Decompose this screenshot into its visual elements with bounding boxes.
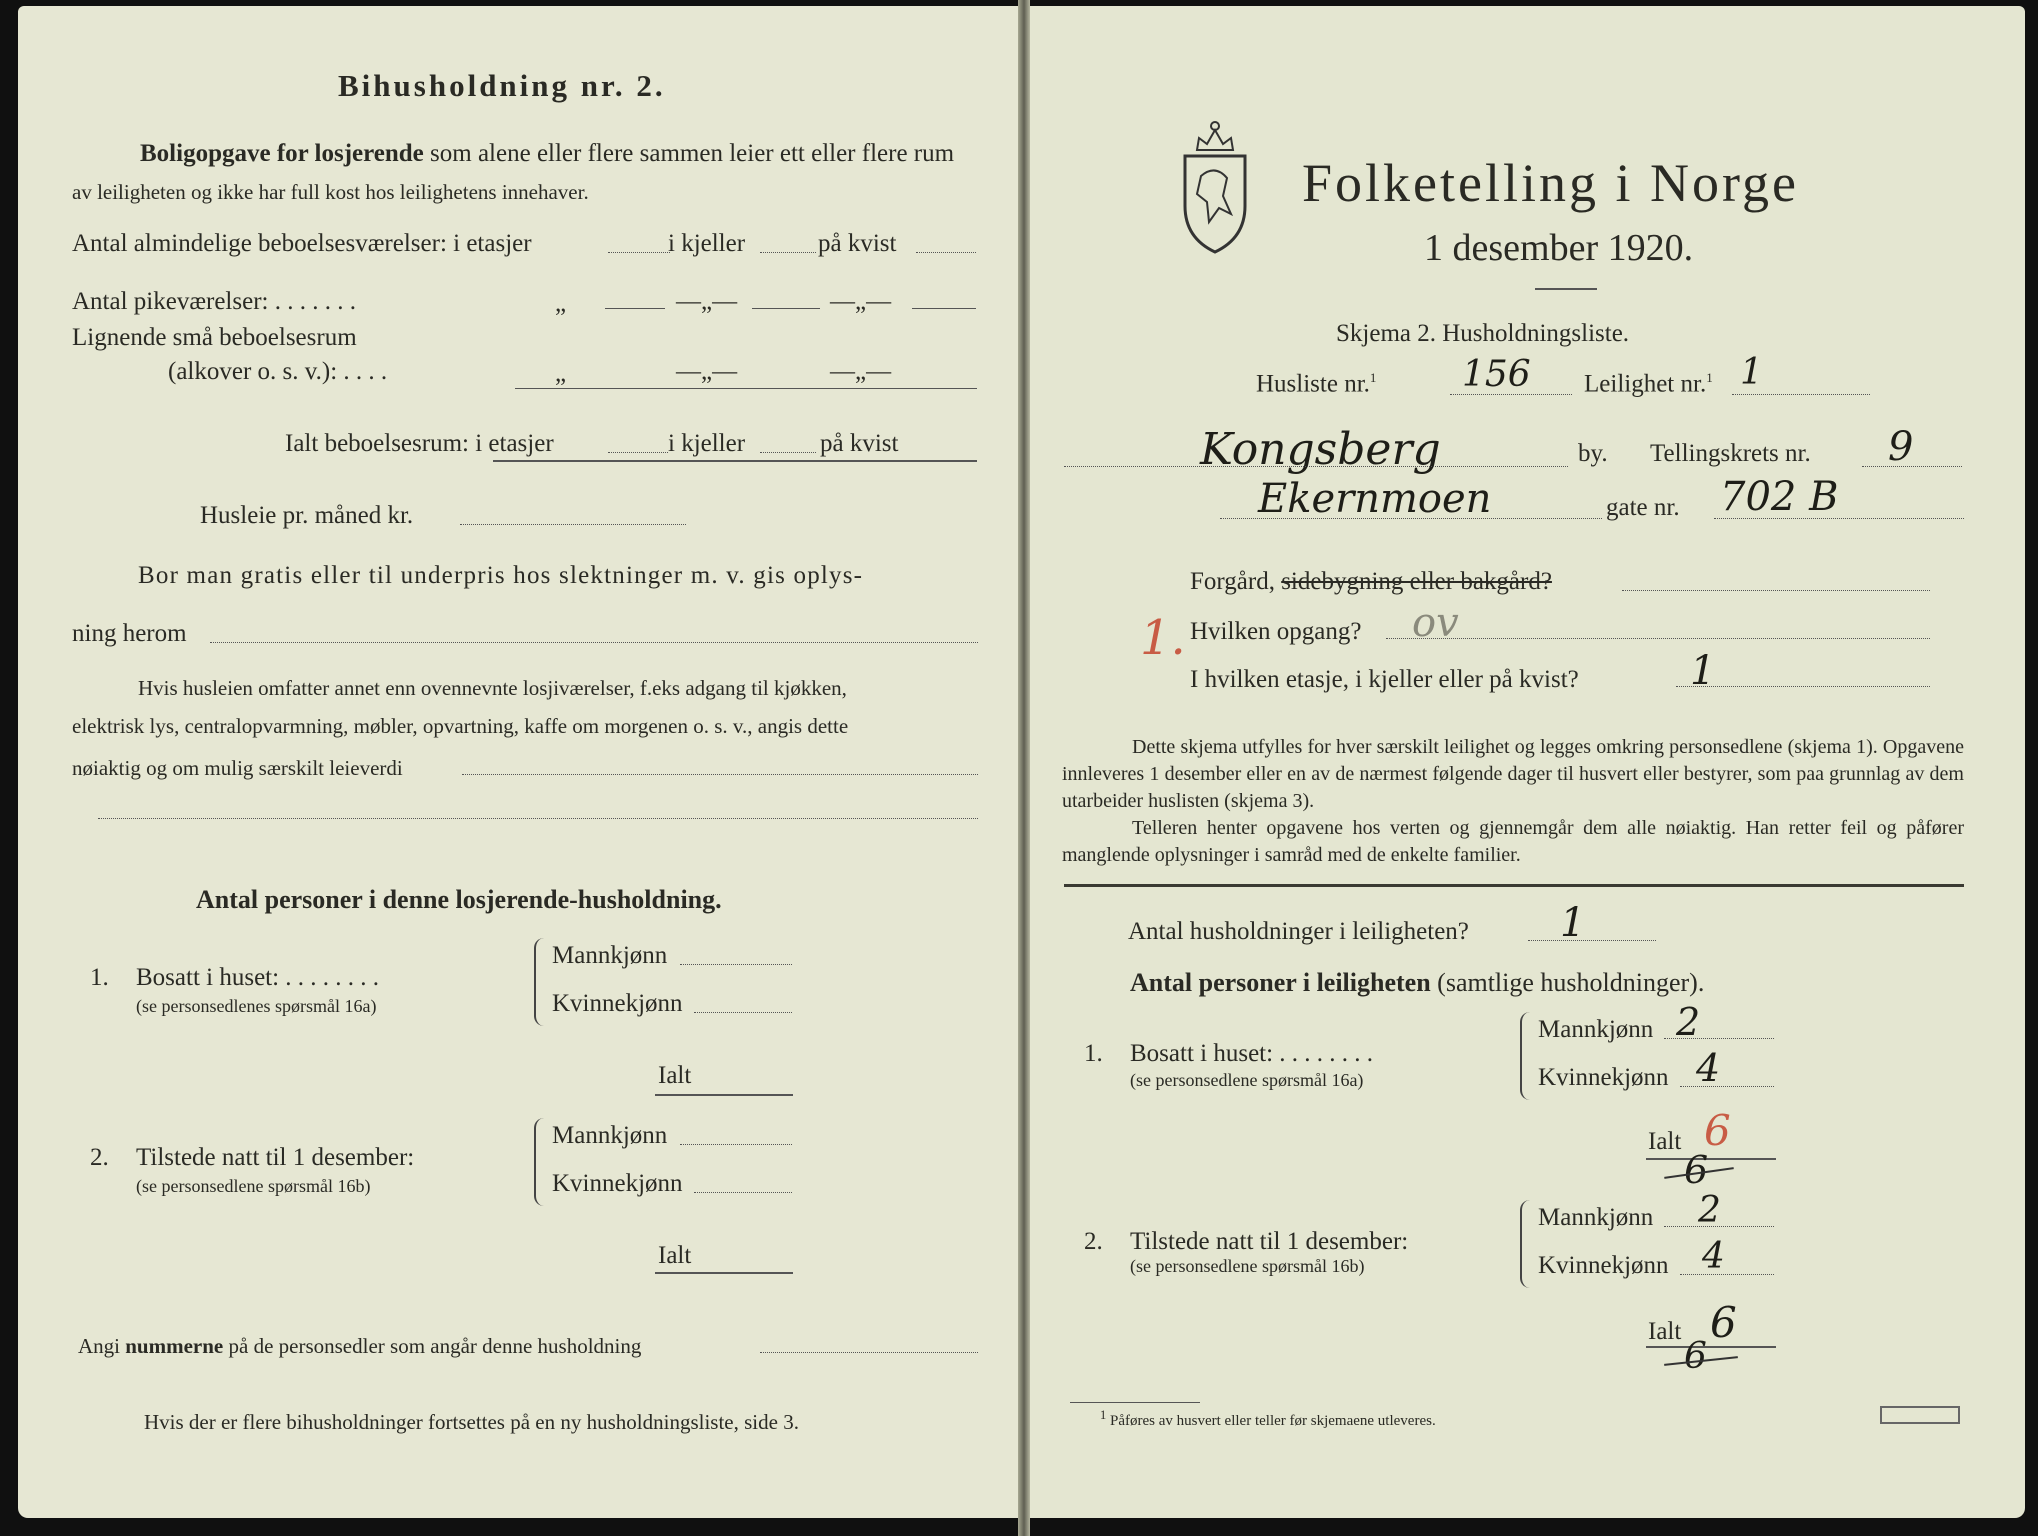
- pike-blank-1: [605, 308, 665, 309]
- right-q1-bracket: [1520, 1012, 1530, 1100]
- leilighet-label: [1584, 370, 1713, 398]
- total-rooms-label: Ialt beboelsesrum: i etasjer: [285, 430, 554, 457]
- pike-blank-3: [912, 308, 976, 309]
- incl-line-2: elektrisk lys, centralopvarmning, møbler, opvartning, kaffe om morgenen o. s. v., angis dette: [72, 714, 849, 738]
- left-q1-female: Kvinnekjønn: [552, 990, 683, 1017]
- title-rule: [1535, 288, 1597, 290]
- pike-ditto-quote: „: [555, 290, 567, 317]
- footnote-rule: [1070, 1402, 1200, 1403]
- right-q1-total-underline: [1646, 1158, 1776, 1160]
- coat-of-arms-icon: [1175, 110, 1255, 260]
- left-q2-total: Ialt: [658, 1242, 692, 1269]
- intro-bold: Boligopgave for losjerende: [140, 140, 424, 167]
- numbers-line: [78, 1334, 641, 1359]
- right-q1-total: Ialt: [1648, 1128, 1682, 1155]
- schema-label: Skjema 2. Husholdningsliste.: [1336, 320, 1630, 347]
- left-persons-heading: Antal personer i denne losjerende-husholdning.: [196, 885, 722, 914]
- opgang-blank: [1386, 638, 1930, 639]
- husliste-label-text: Husliste nr.: [1256, 370, 1370, 398]
- left-q2-sub: (se personsedlene spørsmål 16b): [136, 1176, 371, 1196]
- intro-line-2: av leiligheten og ikke har full kost hos leilighetens innehaver.: [72, 180, 589, 204]
- right-q2-sub: (se personsedlene spørsmål 16b): [1130, 1256, 1365, 1276]
- rent-label: Husleie pr. måned kr.: [200, 502, 414, 529]
- pike-ditto-1: —„—: [676, 288, 738, 315]
- pike-label: Antal pikeværelser: . . . . . . .: [72, 288, 356, 315]
- pike-ditto-2: —„—: [830, 288, 892, 315]
- form-title: Folketelling i Norge: [1302, 153, 1799, 213]
- intro-line-1: [140, 140, 954, 168]
- persons-bold: Antal personer i leiligheten: [1130, 968, 1431, 997]
- numbers-rest: på de personsedler som angår denne husholdning: [228, 1334, 642, 1358]
- incl-line-1: Hvis husleien omfatter annet enn ovennevnte losjiværelser, f.eks adgang til kjøkken,: [138, 676, 847, 700]
- incl-blank-2: [98, 818, 978, 819]
- left-q1-male: Mannkjønn: [552, 942, 668, 969]
- incl-blank-1: [462, 774, 978, 775]
- right-q2-total: Ialt: [1648, 1318, 1682, 1345]
- right-q1-total-corrected: 6: [1684, 1148, 1709, 1192]
- city-value: Kongsberg: [1200, 424, 1441, 475]
- small-ditto-1: —„—: [676, 358, 738, 385]
- households-blank: [1528, 940, 1656, 941]
- krets-label: Tellingskrets nr.: [1650, 440, 1811, 467]
- total-kjeller-blank: [760, 452, 816, 453]
- street-value: Ekernmoen: [1258, 476, 1492, 522]
- opgang-label: Hvilken opgang?: [1190, 618, 1362, 645]
- left-heading: Bihusholdning nr. 2.: [338, 68, 666, 103]
- left-q2-female: Kvinnekjønn: [552, 1170, 683, 1197]
- footnote-text: Påføres av husvert eller teller før skjemaene utleveres.: [1110, 1413, 1436, 1429]
- leilighet-blank: [1732, 394, 1870, 395]
- free-label-2: ning herom: [72, 620, 187, 647]
- right-q2-male: Mannkjønn: [1538, 1204, 1654, 1231]
- instructions-rule: [1064, 884, 1964, 887]
- city-blank: [1064, 466, 1568, 467]
- right-q2-male-blank: [1664, 1226, 1774, 1227]
- gate-label: gate nr.: [1606, 494, 1680, 521]
- right-q1-total-value: 6: [1704, 1106, 1731, 1155]
- forgard-label: Forgård,: [1190, 568, 1275, 595]
- numbers-blank: [760, 1352, 978, 1353]
- numbers-bold: nummerne: [125, 1334, 224, 1358]
- right-q2-num: 2.: [1084, 1228, 1103, 1255]
- etasje-value: 1: [1690, 648, 1716, 694]
- small-rooms-label-1: Lignende små beboelsesrum: [72, 324, 357, 351]
- city-label: by.: [1578, 440, 1608, 467]
- right-q2-bracket: [1520, 1200, 1530, 1288]
- husliste-footnote-mark: 1: [1369, 370, 1377, 385]
- small-rooms-underline: [515, 388, 977, 389]
- rooms-kvist-blank: [916, 252, 976, 253]
- forgard-struck: sidebygning eller bakgård?: [1281, 568, 1552, 595]
- small-ditto-quote: „: [555, 360, 567, 387]
- leilighet-label-text: Leilighet nr.: [1584, 370, 1707, 398]
- right-q2-label: Tilstede natt til 1 desember:: [1130, 1228, 1409, 1255]
- incl-line-3: nøiaktig og om mulig særskilt leieverdi: [72, 756, 403, 780]
- krets-blank: [1862, 466, 1962, 467]
- left-q2-male-blank: [680, 1144, 792, 1145]
- total-kvist-label: på kvist: [820, 430, 899, 457]
- page-fold: [1018, 0, 1030, 1536]
- right-q1-female: Kvinnekjønn: [1538, 1064, 1669, 1091]
- persons-line: [1130, 968, 1704, 998]
- left-q2-label: Tilstede natt til 1 desember:: [136, 1144, 415, 1171]
- right-q1-female-blank: [1680, 1086, 1774, 1087]
- total-etasjer-blank: [608, 452, 668, 453]
- leilighet-value: 1: [1740, 352, 1763, 393]
- printer-stamp-icon: [1880, 1406, 1960, 1424]
- left-q1-num: 1.: [90, 964, 109, 991]
- right-q1-label: Bosatt i huset: . . . . . . . .: [1130, 1040, 1374, 1067]
- intro-rest-1: som alene eller flere sammen leier ett eller flere rum: [430, 140, 955, 167]
- right-q1-num: 1.: [1084, 1040, 1103, 1067]
- pike-blank-2: [752, 308, 820, 309]
- free-label-1: Bor man gratis eller til underpris hos slektninger m. v. gis oplys-: [138, 562, 864, 589]
- right-q2-female-value: 4: [1702, 1236, 1725, 1277]
- households-value: 1: [1560, 900, 1586, 946]
- left-q2-total-underline: [655, 1272, 793, 1274]
- right-q2-male-value: 2: [1698, 1190, 1721, 1231]
- rooms-kvist-label: på kvist: [818, 230, 897, 257]
- right-q2-female-blank: [1680, 1274, 1774, 1275]
- left-q2-female-blank: [694, 1192, 792, 1193]
- small-ditto-2: —„—: [830, 358, 892, 385]
- right-q2-total-value: 6: [1710, 1298, 1737, 1347]
- right-q2-total-underline: [1646, 1346, 1776, 1348]
- etasje-blank: [1676, 686, 1930, 687]
- right-q1-female-value: 4: [1696, 1046, 1721, 1090]
- gate-value: 702 B: [1720, 474, 1839, 520]
- total-kjeller-label: i kjeller: [668, 430, 746, 457]
- households-label: Antal husholdninger i leiligheten?: [1128, 918, 1469, 945]
- husliste-label: [1256, 370, 1376, 398]
- form-date: 1 desember 1920.: [1424, 227, 1694, 269]
- left-q1-male-blank: [680, 964, 792, 965]
- left-q1-bracket: [534, 938, 544, 1026]
- numbers-prefix: Angi: [78, 1334, 120, 1358]
- free-blank: [210, 642, 978, 643]
- right-q1-male: Mannkjønn: [1538, 1016, 1654, 1043]
- rooms-kjeller-blank: [760, 252, 816, 253]
- left-q2-male: Mannkjønn: [552, 1122, 668, 1149]
- footnote-number: 1: [1100, 1408, 1107, 1422]
- leilighet-footnote-mark: 1: [1706, 370, 1713, 385]
- gate-blank: [1714, 518, 1964, 519]
- right-q2-female: Kvinnekjønn: [1538, 1252, 1669, 1279]
- margin-mark: 1.: [1140, 610, 1186, 666]
- small-rooms-label-2: (alkover o. s. v.): . . . .: [168, 358, 388, 385]
- left-q1-total-underline: [655, 1094, 793, 1096]
- forgard-line: [1190, 568, 1552, 596]
- left-q1-sub: (se personsedlenes spørsmål 16a): [136, 996, 377, 1016]
- total-rooms-underline: [493, 460, 977, 462]
- left-q1-label: Bosatt i huset: . . . . . . . .: [136, 964, 380, 991]
- right-q1-sub: (se personsedlene spørsmål 16a): [1130, 1070, 1364, 1090]
- instructions-para-1: Dette skjema utfylles for hver særskilt leilighet og legges omkring personsedlene (skjema 1). Opgavene innleveres 1 desember eller en av de nærmest følgende dager til husvert eller bestyrer, som paa grunnlag av dem utarbeider huslisten (skjema 3).: [1062, 736, 1964, 812]
- left-q2-bracket: [534, 1118, 544, 1206]
- persons-rest: (samtlige husholdninger).: [1437, 968, 1705, 997]
- opgang-value: ov: [1412, 600, 1459, 646]
- right-q2-total-corrected: 6: [1684, 1336, 1707, 1377]
- etasje-label: I hvilken etasje, i kjeller eller på kvist?: [1190, 666, 1579, 693]
- left-q1-female-blank: [694, 1012, 792, 1013]
- street-blank: [1220, 518, 1602, 519]
- right-q1-male-blank: [1664, 1038, 1774, 1039]
- right-q1-male-value: 2: [1676, 1000, 1701, 1044]
- left-footer: Hvis der er flere bihusholdninger fortsettes på en ny husholdningsliste, side 3.: [144, 1410, 799, 1434]
- left-q2-num: 2.: [90, 1144, 109, 1171]
- instructions-para-2: Telleren henter opgavene hos verten og gjennemgår dem alle nøiaktig. Han retter feil og påfører manglende oplysninger i samråd med de enkelte familier.: [1062, 817, 1964, 866]
- husliste-value: 156: [1462, 354, 1531, 395]
- husliste-blank: [1450, 394, 1572, 395]
- rooms-label: Antal almindelige beboelsesværelser: i etasjer: [72, 230, 532, 257]
- krets-value: 9: [1888, 424, 1914, 470]
- forgard-blank: [1622, 590, 1930, 591]
- left-q1-total: Ialt: [658, 1062, 692, 1089]
- rooms-kjeller-label: i kjeller: [668, 230, 746, 257]
- rent-blank: [460, 524, 686, 525]
- footnote: [1100, 1408, 1436, 1430]
- rooms-etasjer-blank: [608, 252, 670, 253]
